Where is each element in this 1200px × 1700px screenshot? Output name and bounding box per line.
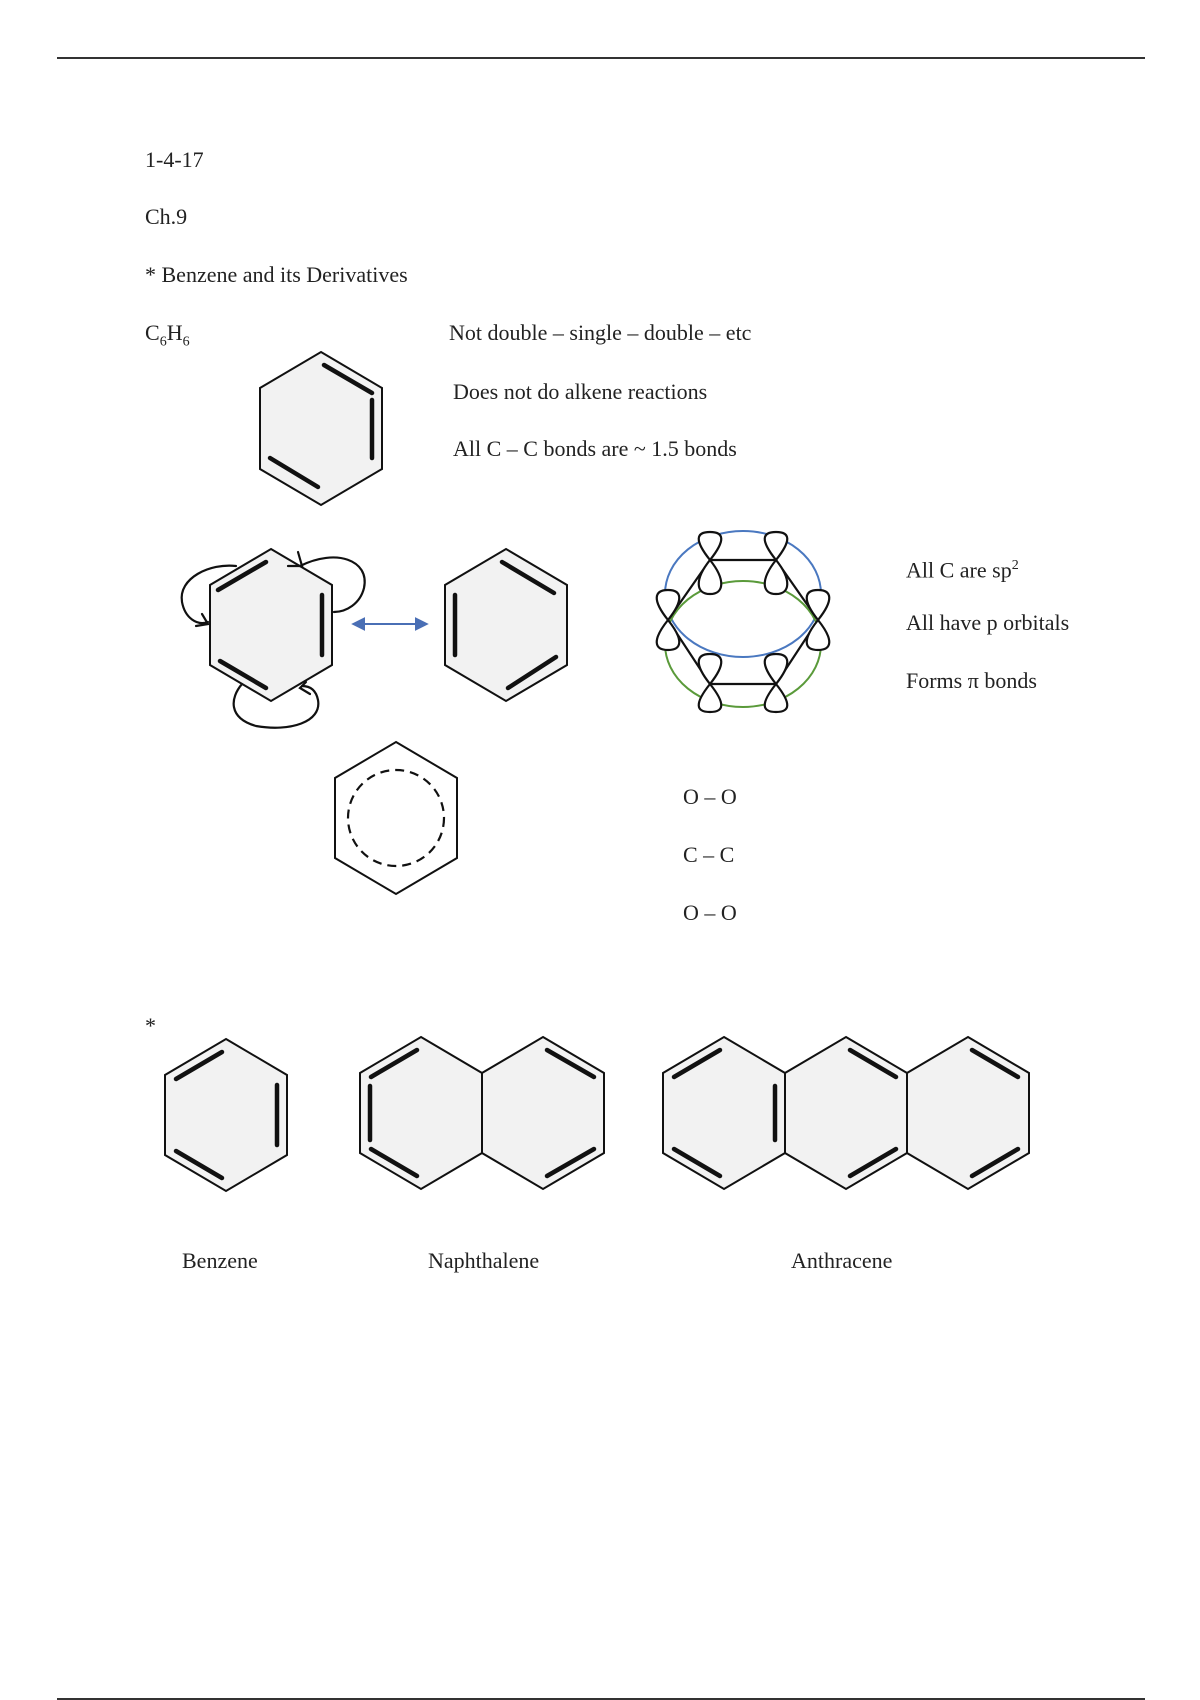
resonance-structure-1 <box>210 549 332 701</box>
naphthalene-structure <box>360 1037 604 1189</box>
anthracene-label: Anthracene <box>791 1248 893 1273</box>
benzene-structure <box>165 1039 287 1191</box>
section-marker: * <box>145 1013 156 1038</box>
kekule-benzene-structure <box>260 352 382 505</box>
resonance-structure-2 <box>445 549 567 701</box>
topic-heading: * Benzene and its Derivatives <box>145 262 408 287</box>
fact-line-3: All C – C bonds are ~ 1.5 bonds <box>453 436 737 461</box>
date-text: 1-4-17 <box>145 147 204 172</box>
p-orbitals-fact: All have p orbitals <box>906 610 1070 635</box>
anthracene-structure <box>663 1037 1029 1189</box>
bond-label-2: C – C <box>683 842 735 867</box>
fact-line-1: Not double – single – double – etc <box>449 320 752 345</box>
sp2-fact: All C are $sp^2$ <box>906 557 1019 583</box>
pi-bonds-fact: Forms π bonds <box>906 668 1037 693</box>
bond-label-1: O – O <box>683 784 737 809</box>
chapter-text: Ch.9 <box>145 204 188 229</box>
naphthalene-label: Naphthalene <box>428 1248 540 1273</box>
delocalized-benzene-structure <box>335 742 457 894</box>
benzene-label: Benzene <box>182 1248 258 1273</box>
bond-label-3: O – O <box>683 900 737 925</box>
fact-line-2: Does not do alkene reactions <box>453 379 708 404</box>
p-orbital-diagram <box>657 531 830 712</box>
benzene-formula: $C_6H_6$ <box>145 320 190 350</box>
